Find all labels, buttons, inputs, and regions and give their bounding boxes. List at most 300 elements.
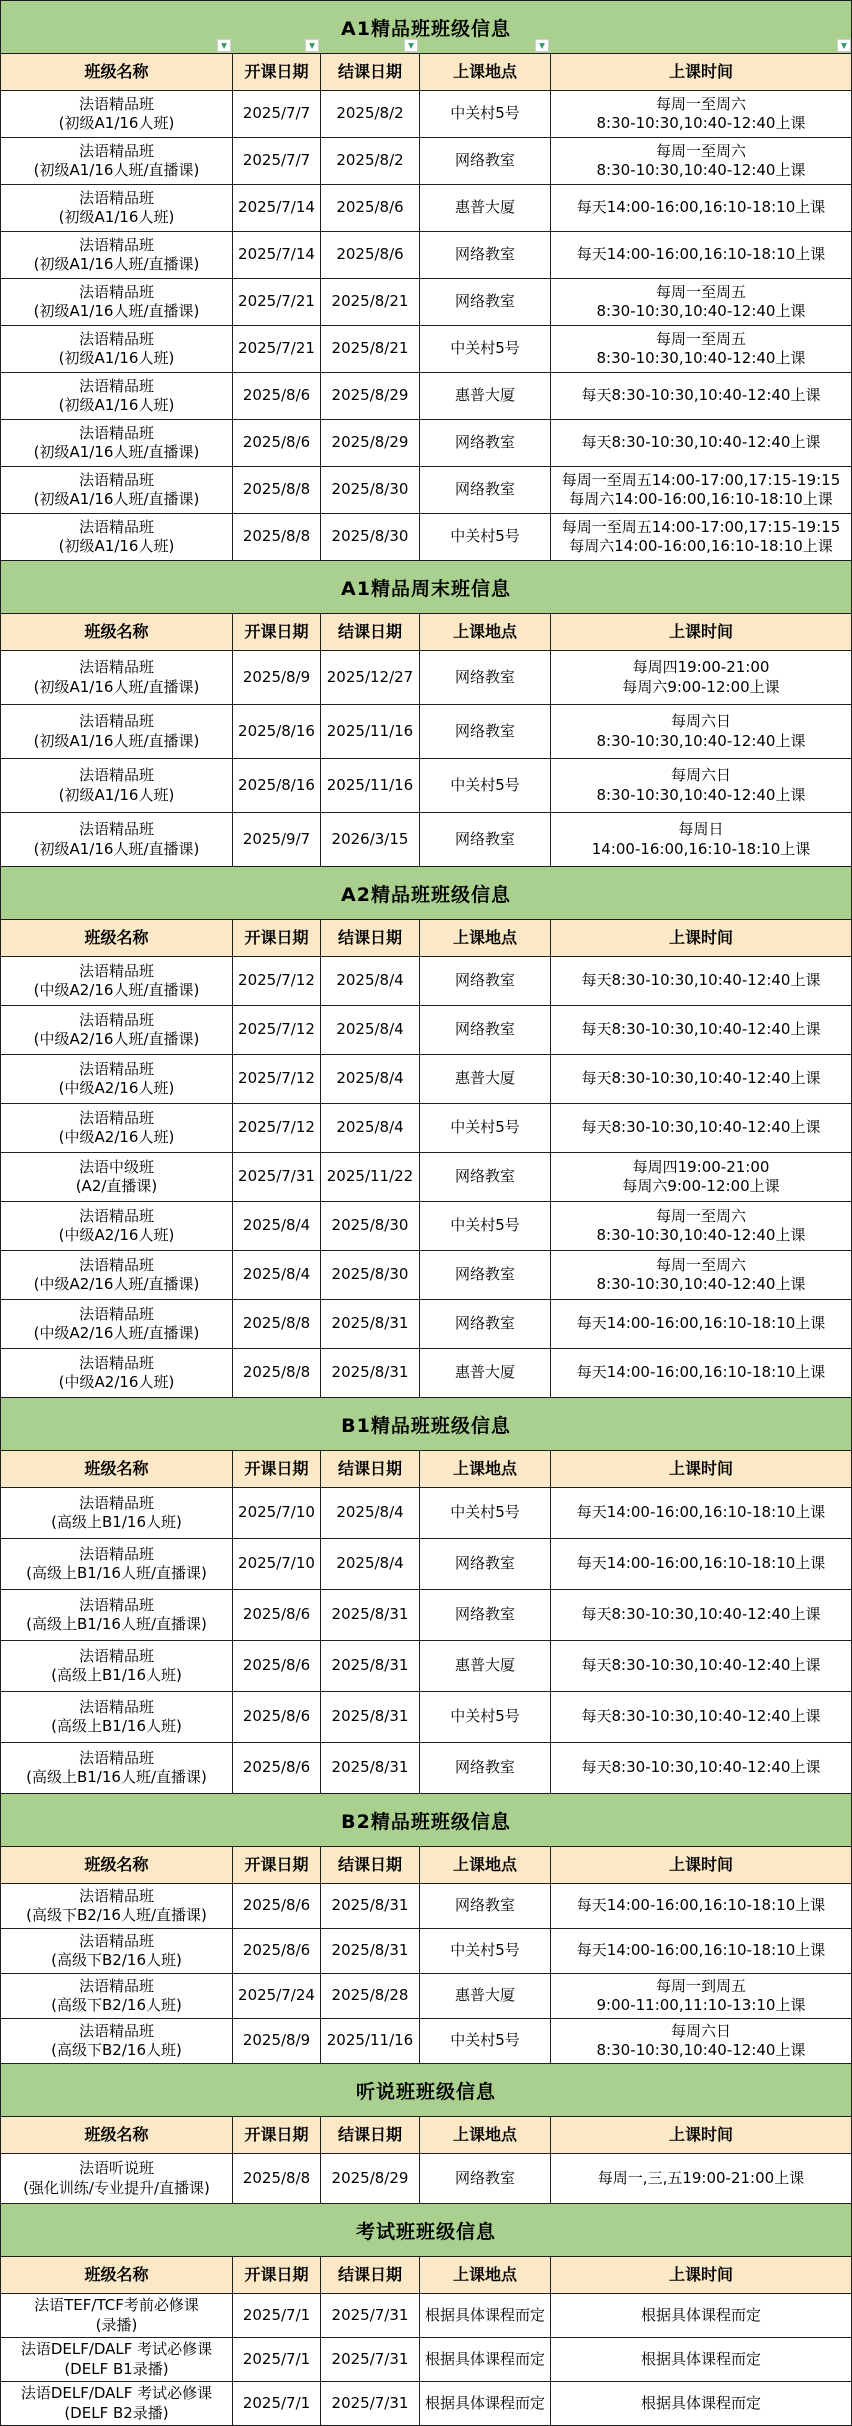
- class-time-line: 每周六14:00-16:00,16:10-18:10上课: [569, 537, 833, 555]
- cell-class-time: [551, 420, 851, 466]
- cell-location: 网络教室: [420, 279, 551, 325]
- cell-class-name: [1, 91, 233, 137]
- cell-class-time: [551, 1692, 851, 1742]
- table-row: [1, 1202, 851, 1251]
- cell-location: 惠普大厦: [420, 373, 551, 419]
- cell-end-date: 2025/8/31: [321, 1641, 420, 1691]
- cell-class-name: [1, 1929, 233, 1973]
- table-row: [1, 1692, 851, 1743]
- cell-start-date: 2025/7/10: [233, 1539, 321, 1589]
- class-name-line: (中级A2/16人班): [58, 1079, 175, 1097]
- cell-end-date: 2025/8/6: [321, 232, 420, 278]
- column-header-row: [1, 2117, 851, 2154]
- class-time-line: 每天14:00-16:00,16:10-18:10上课: [576, 1554, 826, 1573]
- chevron-down-icon: ▼: [408, 40, 414, 50]
- cell-class-time: [551, 514, 851, 560]
- table-row: [1, 1641, 851, 1692]
- cell-start-date: 2025/8/8: [233, 514, 321, 560]
- column-header-end: 结课日期: [321, 614, 420, 650]
- cell-class-name: [1, 651, 233, 704]
- class-name-line: 法语精品班: [78, 1108, 154, 1127]
- cell-location: 网络教室: [420, 1590, 551, 1640]
- class-time-line: 每周一至周五: [655, 329, 746, 348]
- cell-end-date: 2025/8/29: [321, 420, 420, 466]
- class-name-line: 法语精品班: [78, 1931, 154, 1950]
- class-name-line: (高级上B1/16人班/直播课): [26, 1615, 207, 1633]
- cell-location: 网络教室: [420, 1153, 551, 1201]
- cell-class-time: [551, 2019, 851, 2063]
- class-name-line: 法语精品班: [78, 1059, 154, 1078]
- class-name-line: (初级A1/16人班): [58, 349, 175, 367]
- cell-location: 根据具体课程而定: [420, 2382, 551, 2425]
- class-name-line: 法语精品班: [78, 658, 154, 676]
- class-name-line: (初级A1/16人班/直播课): [33, 677, 200, 696]
- cell-end-date: 2025/11/16: [321, 705, 420, 758]
- table-row: [1, 1539, 851, 1590]
- cell-start-date: 2025/8/6: [233, 1884, 321, 1928]
- cell-start-date: 2025/8/6: [233, 1590, 321, 1640]
- section-title-bar: [1, 1794, 851, 1847]
- cell-location: 惠普大厦: [420, 1349, 551, 1397]
- filter-dropdown-button[interactable]: [305, 39, 319, 52]
- class-time-line: 每周一至周六: [655, 141, 746, 160]
- class-name-line: (初级A1/16人班/直播课): [33, 443, 200, 461]
- table-row: [1, 1006, 851, 1055]
- cell-class-time: [551, 1929, 851, 1973]
- cell-end-date: 2025/8/31: [321, 1300, 420, 1348]
- column-header-start: 开课日期: [233, 1847, 321, 1883]
- cell-start-date: 2025/7/7: [233, 91, 321, 137]
- cell-class-time: [551, 1006, 851, 1054]
- class-time-line: 每周日: [678, 820, 724, 838]
- column-header-row: [1, 614, 851, 651]
- cell-class-time: [551, 1743, 851, 1793]
- column-header-location: 上课地点: [420, 2117, 551, 2153]
- cell-start-date: 2025/7/1: [233, 2294, 321, 2337]
- cell-end-date: 2025/8/30: [321, 1202, 420, 1250]
- class-time-line: 每天14:00-16:00,16:10-18:10上课: [576, 198, 826, 217]
- cell-start-date: 2025/8/9: [233, 2019, 321, 2063]
- table-row: [1, 232, 851, 279]
- class-name-line: 法语精品班: [78, 188, 154, 207]
- cell-location: 中关村5号: [420, 1929, 551, 1973]
- filter-dropdown-button[interactable]: [837, 39, 851, 52]
- cell-location: 中关村5号: [420, 326, 551, 372]
- section-title: 考试班班级信息: [355, 2220, 496, 2243]
- table-row: [1, 813, 851, 867]
- section-title: B2精品班班级信息: [341, 1810, 511, 1833]
- cell-start-date: 2025/8/9: [233, 651, 321, 704]
- column-header-end: 结课日期: [321, 2257, 420, 2293]
- cell-class-time: [551, 2338, 851, 2381]
- cell-class-time: [551, 2382, 851, 2425]
- class-name-line: (中级A2/16人班): [58, 1128, 175, 1146]
- table-row: [1, 1251, 851, 1300]
- cell-start-date: 2025/8/6: [233, 373, 321, 419]
- table-row: [1, 2019, 851, 2064]
- column-header-start: 开课日期: [233, 920, 321, 956]
- cell-end-date: 2025/8/31: [321, 1929, 420, 1973]
- class-section: [1, 2204, 851, 2426]
- column-header-start: 开课日期: [233, 2257, 321, 2293]
- cell-end-date: 2025/7/31: [321, 2294, 420, 2337]
- class-name-line: 法语精品班: [78, 1493, 154, 1512]
- table-row: [1, 467, 851, 514]
- class-section: [1, 1794, 851, 2064]
- table-row: [1, 1349, 851, 1398]
- cell-class-name: [1, 759, 233, 812]
- class-section: [1, 867, 851, 1398]
- cell-end-date: 2025/8/2: [321, 91, 420, 137]
- class-name-line: (初级A1/16人班): [58, 785, 175, 804]
- section-title-bar: [1, 561, 851, 614]
- cell-class-name: [1, 279, 233, 325]
- cell-start-date: 2025/7/12: [233, 957, 321, 1005]
- class-name-line: 法语精品班: [78, 470, 154, 489]
- class-name-line: (初级A1/16人班/直播课): [33, 161, 200, 179]
- class-name-line: 法语精品班: [78, 141, 154, 160]
- table-row: [1, 1590, 851, 1641]
- cell-end-date: 2025/11/16: [321, 759, 420, 812]
- cell-end-date: 2025/8/21: [321, 326, 420, 372]
- cell-end-date: 2025/8/2: [321, 138, 420, 184]
- cell-class-time: [551, 232, 851, 278]
- class-time-line: 每周一至周五14:00-17:00,17:15-19:15: [561, 470, 841, 489]
- column-header-time: 上课时间: [668, 2264, 733, 2284]
- cell-class-time: [551, 1349, 851, 1397]
- cell-location: 网络教室: [420, 813, 551, 866]
- class-name-line: 法语精品班: [78, 766, 154, 784]
- class-time-line: 8:30-10:30,10:40-12:40上课: [596, 161, 806, 179]
- class-time-line: 每周一至周五: [655, 282, 746, 301]
- class-name-line: (高级下B2/16人班): [51, 1996, 182, 2014]
- cell-end-date: 2025/8/30: [321, 467, 420, 513]
- table-row: [1, 1488, 851, 1539]
- chevron-down-icon: ▼: [309, 40, 315, 50]
- cell-class-time: [551, 467, 851, 513]
- cell-class-name: [1, 1884, 233, 1928]
- column-header-location: 上课地点: [420, 1451, 551, 1487]
- cell-class-time: [551, 1104, 851, 1152]
- filter-dropdown-button[interactable]: [404, 39, 418, 52]
- cell-class-time: [551, 1884, 851, 1928]
- column-header-time: 上课时间: [668, 927, 733, 947]
- cell-class-name: [1, 420, 233, 466]
- class-name-line: (初级A1/16人班): [58, 114, 175, 132]
- cell-location: 根据具体课程而定: [420, 2338, 551, 2381]
- cell-class-name: [1, 138, 233, 184]
- class-name-line: 法语听说班: [78, 2159, 154, 2177]
- class-name-line: 法语DELF/DALF 考试必修课: [20, 2340, 213, 2358]
- class-time-line: 8:30-10:30,10:40-12:40上课: [596, 349, 806, 367]
- class-time-line: 8:30-10:30,10:40-12:40上课: [596, 2041, 806, 2059]
- class-time-line: 每周一至周六: [655, 94, 746, 113]
- cell-class-time: [551, 1641, 851, 1691]
- column-header-name: 班级名称: [1, 2117, 233, 2153]
- cell-end-date: 2025/8/4: [321, 957, 420, 1005]
- class-section: [1, 2064, 851, 2204]
- cell-end-date: 2025/8/30: [321, 1251, 420, 1299]
- cell-location: 惠普大厦: [420, 1641, 551, 1691]
- cell-start-date: 2025/7/12: [233, 1104, 321, 1152]
- class-name-line: 法语精品班: [78, 235, 154, 254]
- table-row: [1, 2382, 851, 2426]
- cell-start-date: 2025/7/10: [233, 1488, 321, 1538]
- cell-start-date: 2025/8/8: [233, 467, 321, 513]
- cell-end-date: 2025/8/21: [321, 279, 420, 325]
- class-name-line: (初级A1/16人班): [58, 396, 175, 414]
- class-time-line: 根据具体课程而定: [640, 2349, 761, 2368]
- column-header-end: 结课日期: [321, 1451, 420, 1487]
- class-time-line: 8:30-10:30,10:40-12:40上课: [596, 302, 806, 320]
- class-name-line: 法语精品班: [78, 2021, 154, 2040]
- cell-start-date: 2025/7/12: [233, 1006, 321, 1054]
- table-row: [1, 138, 851, 185]
- class-time-line: 每周一至周五14:00-17:00,17:15-19:15: [561, 517, 841, 536]
- class-time-line: 每周六日: [670, 712, 731, 730]
- cell-location: 网络教室: [420, 1743, 551, 1793]
- class-name-line: 法语精品班: [78, 1646, 154, 1665]
- class-time-line: 每天8:30-10:30,10:40-12:40上课: [581, 1707, 821, 1726]
- cell-location: 根据具体课程而定: [420, 2294, 551, 2337]
- class-time-line: 每天14:00-16:00,16:10-18:10上课: [576, 1896, 826, 1915]
- class-time-line: 8:30-10:30,10:40-12:40上课: [596, 785, 806, 804]
- filter-dropdown-button[interactable]: [535, 39, 549, 52]
- class-time-line: 每天8:30-10:30,10:40-12:40上课: [581, 1656, 821, 1675]
- cell-class-time: [551, 138, 851, 184]
- class-name-line: (初级A1/16人班/直播课): [33, 731, 200, 750]
- cell-class-time: [551, 1153, 851, 1201]
- class-time-line: 8:30-10:30,10:40-12:40上课: [596, 731, 806, 750]
- chevron-down-icon: ▼: [221, 40, 227, 50]
- table-row: [1, 705, 851, 759]
- class-name-line: 法语精品班: [78, 282, 154, 301]
- cell-class-name: [1, 1055, 233, 1103]
- cell-class-name: [1, 232, 233, 278]
- class-name-line: (强化训练/专业提升/直播课): [23, 2178, 210, 2197]
- column-header-start: 开课日期: [233, 54, 321, 90]
- cell-class-time: [551, 705, 851, 758]
- class-time-line: 每周四19:00-21:00: [632, 658, 770, 676]
- column-header-end: 结课日期: [321, 920, 420, 956]
- cell-class-time: [551, 1539, 851, 1589]
- class-name-line: 法语精品班: [78, 329, 154, 348]
- column-header-time: 上课时间: [668, 61, 733, 81]
- class-name-line: 法语精品班: [78, 1353, 154, 1372]
- cell-class-time: [551, 279, 851, 325]
- cell-end-date: 2025/8/29: [321, 2154, 420, 2203]
- cell-end-date: 2025/8/31: [321, 1743, 420, 1793]
- class-name-line: (高级上B1/16人班): [51, 1717, 182, 1735]
- section-title-bar: [1, 2204, 851, 2257]
- section-title: 听说班班级信息: [355, 2080, 496, 2103]
- class-name-line: (高级上B1/16人班): [51, 1666, 182, 1684]
- cell-end-date: 2025/8/4: [321, 1006, 420, 1054]
- cell-class-time: [551, 185, 851, 231]
- class-time-line: 每周六日: [670, 766, 731, 784]
- column-header-time: 上课时间: [668, 621, 733, 641]
- class-time-line: 每天8:30-10:30,10:40-12:40上课: [581, 1605, 821, 1624]
- cell-start-date: 2025/8/16: [233, 705, 321, 758]
- cell-class-name: [1, 1153, 233, 1201]
- class-name-line: 法语精品班: [78, 712, 154, 730]
- cell-class-name: [1, 373, 233, 419]
- chevron-down-icon: ▼: [539, 40, 545, 50]
- class-section: [1, 1398, 851, 1794]
- class-name-line: (高级上B1/16人班/直播课): [26, 1564, 207, 1582]
- class-name-line: 法语精品班: [78, 1255, 154, 1274]
- class-name-line: 法语DELF/DALF 考试必修课: [20, 2384, 213, 2402]
- class-time-line: 9:00-11:00,11:10-13:10上课: [596, 1996, 806, 2014]
- cell-end-date: 2025/7/31: [321, 2338, 420, 2381]
- class-name-line: 法语精品班: [78, 1595, 154, 1614]
- class-time-line: 8:30-10:30,10:40-12:40上课: [596, 114, 806, 132]
- cell-end-date: 2026/3/15: [321, 813, 420, 866]
- class-time-line: 每周六日: [670, 2021, 731, 2040]
- cell-class-name: [1, 1006, 233, 1054]
- cell-class-name: [1, 1641, 233, 1691]
- table-row: [1, 1300, 851, 1349]
- cell-end-date: 2025/11/22: [321, 1153, 420, 1201]
- cell-class-name: [1, 467, 233, 513]
- chevron-down-icon: ▼: [841, 40, 847, 50]
- cell-location: 网络教室: [420, 1884, 551, 1928]
- cell-class-time: [551, 651, 851, 704]
- cell-location: 中关村5号: [420, 1692, 551, 1742]
- section-title: A1精品班班级信息: [341, 17, 511, 40]
- class-name-line: (初级A1/16人班): [58, 537, 175, 555]
- class-name-line: 法语精品班: [78, 1748, 154, 1767]
- cell-class-name: [1, 1251, 233, 1299]
- class-name-line: 法语精品班: [78, 1010, 154, 1029]
- class-time-line: 每周一到周五: [655, 1976, 746, 1995]
- class-time-line: 根据具体课程而定: [640, 2305, 761, 2324]
- column-header-name: 班级名称: [1, 2257, 233, 2293]
- cell-class-name: [1, 326, 233, 372]
- cell-end-date: 2025/7/31: [321, 2382, 420, 2425]
- class-name-line: (高级下B2/16人班): [51, 1951, 182, 1969]
- cell-start-date: 2025/7/31: [233, 1153, 321, 1201]
- class-name-line: (DELF B1录播): [64, 2359, 169, 2378]
- table-row: [1, 373, 851, 420]
- cell-start-date: 2025/8/6: [233, 1743, 321, 1793]
- cell-end-date: 2025/12/27: [321, 651, 420, 704]
- cell-location: 网络教室: [420, 1539, 551, 1589]
- cell-location: 惠普大厦: [420, 1974, 551, 2018]
- table-row: [1, 1104, 851, 1153]
- cell-class-name: [1, 705, 233, 758]
- cell-location: 网络教室: [420, 232, 551, 278]
- cell-end-date: 2025/8/29: [321, 373, 420, 419]
- class-name-line: (录播): [95, 2315, 138, 2334]
- cell-start-date: 2025/7/21: [233, 326, 321, 372]
- cell-start-date: 2025/7/7: [233, 138, 321, 184]
- class-time-line: 每天14:00-16:00,16:10-18:10上课: [576, 1363, 826, 1382]
- cell-location: 网络教室: [420, 651, 551, 704]
- class-time-line: 每天14:00-16:00,16:10-18:10上课: [576, 1941, 826, 1960]
- table-row: [1, 759, 851, 813]
- table-row: [1, 514, 851, 561]
- table-row: [1, 2154, 851, 2204]
- class-name-line: (中级A2/16人班/直播课): [33, 981, 200, 999]
- class-time-line: 每周四19:00-21:00: [632, 1157, 770, 1176]
- class-time-line: 每天14:00-16:00,16:10-18:10上课: [576, 1503, 826, 1522]
- cell-location: 网络教室: [420, 705, 551, 758]
- section-title: B1精品班班级信息: [341, 1414, 511, 1437]
- class-name-line: 法语精品班: [78, 423, 154, 442]
- table-row: [1, 957, 851, 1006]
- cell-class-time: [551, 1055, 851, 1103]
- cell-end-date: 2025/8/4: [321, 1488, 420, 1538]
- cell-end-date: 2025/8/6: [321, 185, 420, 231]
- cell-start-date: 2025/8/8: [233, 2154, 321, 2203]
- cell-start-date: 2025/8/6: [233, 1641, 321, 1691]
- class-name-line: 法语TEF/TCF考前必修课: [34, 2296, 199, 2314]
- cell-class-name: [1, 1202, 233, 1250]
- class-time-line: 根据具体课程而定: [640, 2393, 761, 2412]
- class-name-line: 法语精品班: [78, 376, 154, 395]
- cell-class-name: [1, 2294, 233, 2337]
- class-name-line: (中级A2/16人班/直播课): [33, 1275, 200, 1293]
- cell-end-date: 2025/8/4: [321, 1055, 420, 1103]
- table-row: [1, 420, 851, 467]
- column-header-location: 上课地点: [420, 614, 551, 650]
- table-row: [1, 1743, 851, 1794]
- column-header-end: 结课日期: [321, 54, 420, 90]
- filter-dropdown-button[interactable]: [217, 39, 231, 52]
- cell-start-date: 2025/8/4: [233, 1251, 321, 1299]
- column-header-row: [1, 1847, 851, 1884]
- column-header-location: 上课地点: [420, 1847, 551, 1883]
- table-row: [1, 2294, 851, 2338]
- cell-location: 中关村5号: [420, 1104, 551, 1152]
- class-name-line: (高级下B2/16人班): [51, 2041, 182, 2059]
- cell-class-name: [1, 1349, 233, 1397]
- cell-location: 网络教室: [420, 420, 551, 466]
- table-row: [1, 1884, 851, 1929]
- cell-start-date: 2025/8/6: [233, 1929, 321, 1973]
- class-time-line: 每周六14:00-16:00,16:10-18:10上课: [569, 490, 833, 508]
- section-title: A1精品周末班信息: [341, 577, 511, 600]
- cell-class-name: [1, 813, 233, 866]
- table-row: [1, 1929, 851, 1974]
- class-name-line: 法语精品班: [78, 1304, 154, 1323]
- cell-start-date: 2025/8/6: [233, 420, 321, 466]
- cell-start-date: 2025/7/1: [233, 2382, 321, 2425]
- column-header-end: 结课日期: [321, 2117, 420, 2153]
- column-header-row: [1, 54, 851, 91]
- class-name-line: 法语精品班: [78, 1544, 154, 1563]
- cell-location: 网络教室: [420, 2154, 551, 2203]
- section-title-bar: [1, 867, 851, 920]
- cell-end-date: 2025/8/30: [321, 514, 420, 560]
- class-name-line: (初级A1/16人班/直播课): [33, 839, 200, 858]
- class-time-line: 每周六9:00-12:00上课: [622, 1177, 780, 1195]
- column-header-time: 上课时间: [668, 2124, 733, 2144]
- cell-class-name: [1, 514, 233, 560]
- column-header-end: 结课日期: [321, 1847, 420, 1883]
- class-name-line: (中级A2/16人班/直播课): [33, 1324, 200, 1342]
- cell-class-time: [551, 813, 851, 866]
- class-section: [1, 1, 851, 561]
- cell-end-date: 2025/8/28: [321, 1974, 420, 2018]
- cell-class-time: [551, 2294, 851, 2337]
- cell-location: 网络教室: [420, 1251, 551, 1299]
- cell-location: 网络教室: [420, 1300, 551, 1348]
- table-row: [1, 1974, 851, 2019]
- class-time-line: 每周一至周六: [655, 1255, 746, 1274]
- class-name-line: (DELF B2录播): [64, 2403, 169, 2422]
